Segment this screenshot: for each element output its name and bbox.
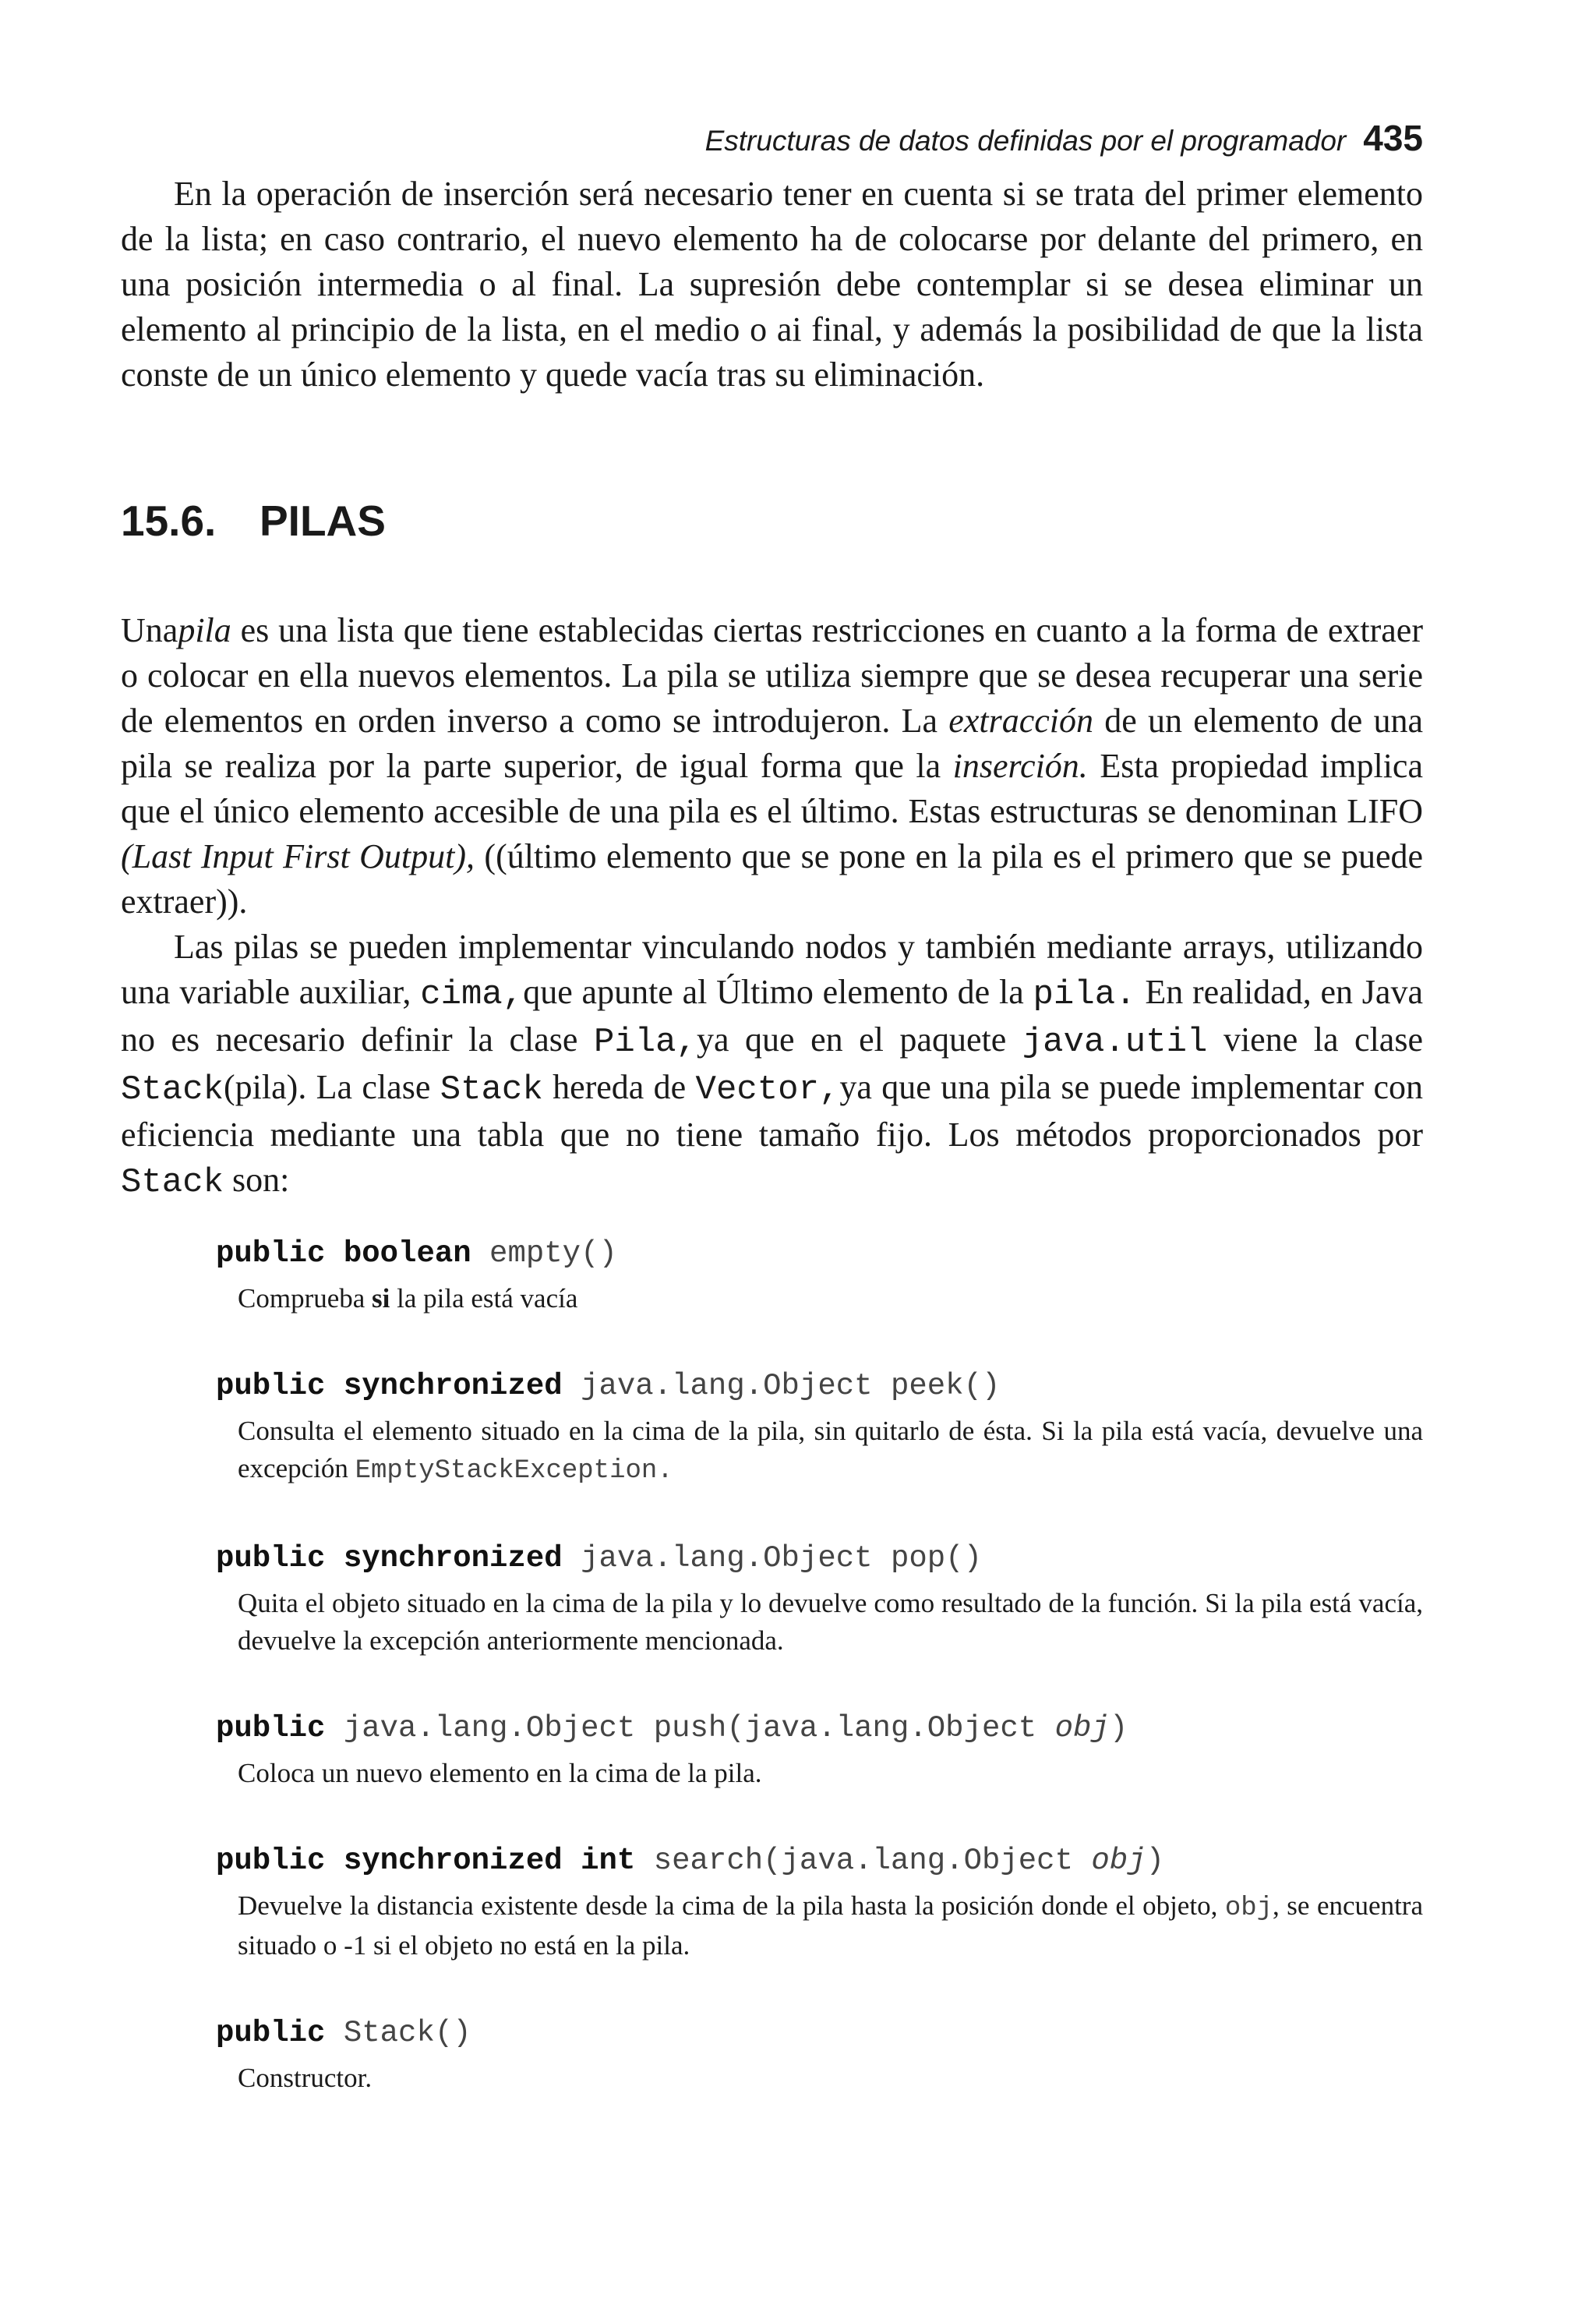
method-search xyxy=(216,1840,1423,1964)
signature-param: obj xyxy=(1054,1711,1110,1745)
signature-param: obj xyxy=(1091,1844,1146,1878)
signature-keywords: public synchronized xyxy=(216,1369,563,1403)
text-run: de un elemento de una pila se realiza por la parte superior, de igual forma que la xyxy=(121,702,1423,785)
method-empty xyxy=(216,1233,1423,1317)
section-heading xyxy=(121,496,1423,546)
section-number: 15.6. xyxy=(121,497,217,545)
method-signature xyxy=(216,2013,1423,2053)
text-run: (pila). La clase xyxy=(224,1068,440,1106)
code-pila-class: Pila, xyxy=(593,1023,697,1062)
method-description xyxy=(216,1413,1423,1490)
code-pila: pila. xyxy=(1033,975,1136,1014)
stack-methods-list xyxy=(121,1233,1423,2097)
method-constructor xyxy=(216,2013,1423,2097)
text-run: Consulta el elemento situado en la cima de la pila, sin quitarlo de ésta. Si la pila está vacía, devuelve una excepción xyxy=(238,1416,1423,1483)
pila-implementation-paragraph xyxy=(121,925,1423,1205)
signature-keywords: public synchronized xyxy=(216,1541,563,1575)
code-stack: Stack xyxy=(121,1070,224,1109)
page-number: 435 xyxy=(1363,118,1423,158)
term-insercion: inserción. xyxy=(952,747,1088,785)
running-title: Estructuras de datos definidas por el programador xyxy=(704,125,1347,157)
signature-name: empty() xyxy=(471,1236,617,1271)
method-description: Quita el objeto situado en la cima de la pila y lo devuelve como resultado de la función. Si la pila está vacía, devuelve la excepción anteriormente mencionada. xyxy=(238,1588,1423,1656)
signature-keywords: public synchronized int xyxy=(216,1844,636,1878)
text-run: ya que una pila se puede implementar con eficiencia mediante una tabla que no tiene tamaño fijo. Los métodos proporcionados por xyxy=(121,1068,1423,1154)
method-description: Constructor. xyxy=(238,2063,373,2093)
code-java-util: java.util xyxy=(1022,1023,1208,1062)
section-title: PILAS xyxy=(260,497,386,545)
text-run: En realidad, en Java no es necesario definir la clase xyxy=(121,973,1423,1059)
code-vector: Vector, xyxy=(695,1070,840,1109)
method-description xyxy=(216,1280,1423,1317)
pila-definition-paragraph xyxy=(121,608,1423,925)
term-pila: pila xyxy=(178,611,231,649)
method-push xyxy=(216,1708,1423,1792)
signature-name: search(java.lang.Object xyxy=(635,1844,1092,1878)
text-run: hereda de xyxy=(542,1068,696,1106)
text-run: Esta propiedad implica que el único elemento accesible de una pila es el último. Estas estructuras se denominan LIFO xyxy=(121,747,1423,830)
intro-paragraph: En la operación de inserción será necesario tener en cuenta si se trata del primer elemento de la lista; en caso contrario, el nuevo elemento ha de colocarse por delante del primero, en una posición intermedia o al final. La supresión debe contemplar si se desea eliminar un elemento al principio de la lista, en el medio o ai final, y además la posibilidad de que la lista conste de un único elemento y quede vacía tras su eliminación. xyxy=(121,175,1423,394)
code-stack: Stack xyxy=(440,1070,543,1109)
running-header xyxy=(121,117,1423,171)
text-run: Devuelve la distancia existente desde la cima de la pila hasta la posición donde el objeto, xyxy=(238,1890,1225,1921)
term-lifo: (Last Input First Output), xyxy=(121,837,475,875)
text-run: que apunte al Último elemento de la xyxy=(523,973,1033,1011)
method-signature xyxy=(216,1233,1423,1274)
signature-keywords: public xyxy=(216,1711,326,1745)
signature-name: java.lang.Object push(java.lang.Object xyxy=(325,1711,1055,1745)
method-signature xyxy=(216,1840,1423,1881)
text-run: la pila está vacía xyxy=(390,1283,578,1314)
signature-name: java.lang.Object peek() xyxy=(562,1369,1001,1403)
text-run: si xyxy=(372,1283,390,1314)
text-run: son: xyxy=(224,1161,290,1199)
signature-name: java.lang.Object pop() xyxy=(562,1541,982,1575)
text-run: Las pilas se pueden implementar vinculando nodos y también mediante arrays, utilizando una variable auxiliar, xyxy=(121,928,1423,1011)
text-run: Una xyxy=(121,611,178,649)
signature-close: ) xyxy=(1109,1711,1128,1745)
method-description: Coloca un nuevo elemento en la cima de la pila. xyxy=(238,1758,762,1788)
method-peek xyxy=(216,1366,1423,1490)
code-cima: cima, xyxy=(420,975,524,1014)
method-pop xyxy=(216,1538,1423,1660)
code-exception: EmptyStackException. xyxy=(355,1456,673,1486)
code-obj: obj xyxy=(1224,1894,1273,1923)
signature-keywords: public xyxy=(216,2016,326,2050)
signature-close: ) xyxy=(1146,1844,1165,1878)
text-run: es una lista que tiene establecidas ciertas restricciones en cuanto a la forma de extraer o colocar en ella nuevos elementos. La pila se utiliza siempre que se desea recuperar una serie de elementos en orden inverso a como se introdujeron. La xyxy=(121,611,1423,740)
method-signature xyxy=(216,1538,1423,1579)
method-description xyxy=(216,1887,1423,1964)
text-run: ((último elemento que se pone en la pila es el primero que se puede extraer)). xyxy=(121,837,1424,921)
signature-name: Stack() xyxy=(325,2016,471,2050)
text-run: ya que en el paquete xyxy=(696,1020,1022,1059)
code-stack: Stack xyxy=(121,1163,224,1202)
method-signature xyxy=(216,1708,1423,1749)
signature-keywords: public boolean xyxy=(216,1236,471,1271)
text-run: , se encuentra situado o -1 si el objeto no está en la pila. xyxy=(238,1890,1423,1961)
text-run: Comprueba xyxy=(238,1283,373,1314)
text-run: viene la clase xyxy=(1207,1020,1423,1059)
method-signature xyxy=(216,1366,1423,1406)
term-extraccion: extracción xyxy=(948,702,1093,740)
